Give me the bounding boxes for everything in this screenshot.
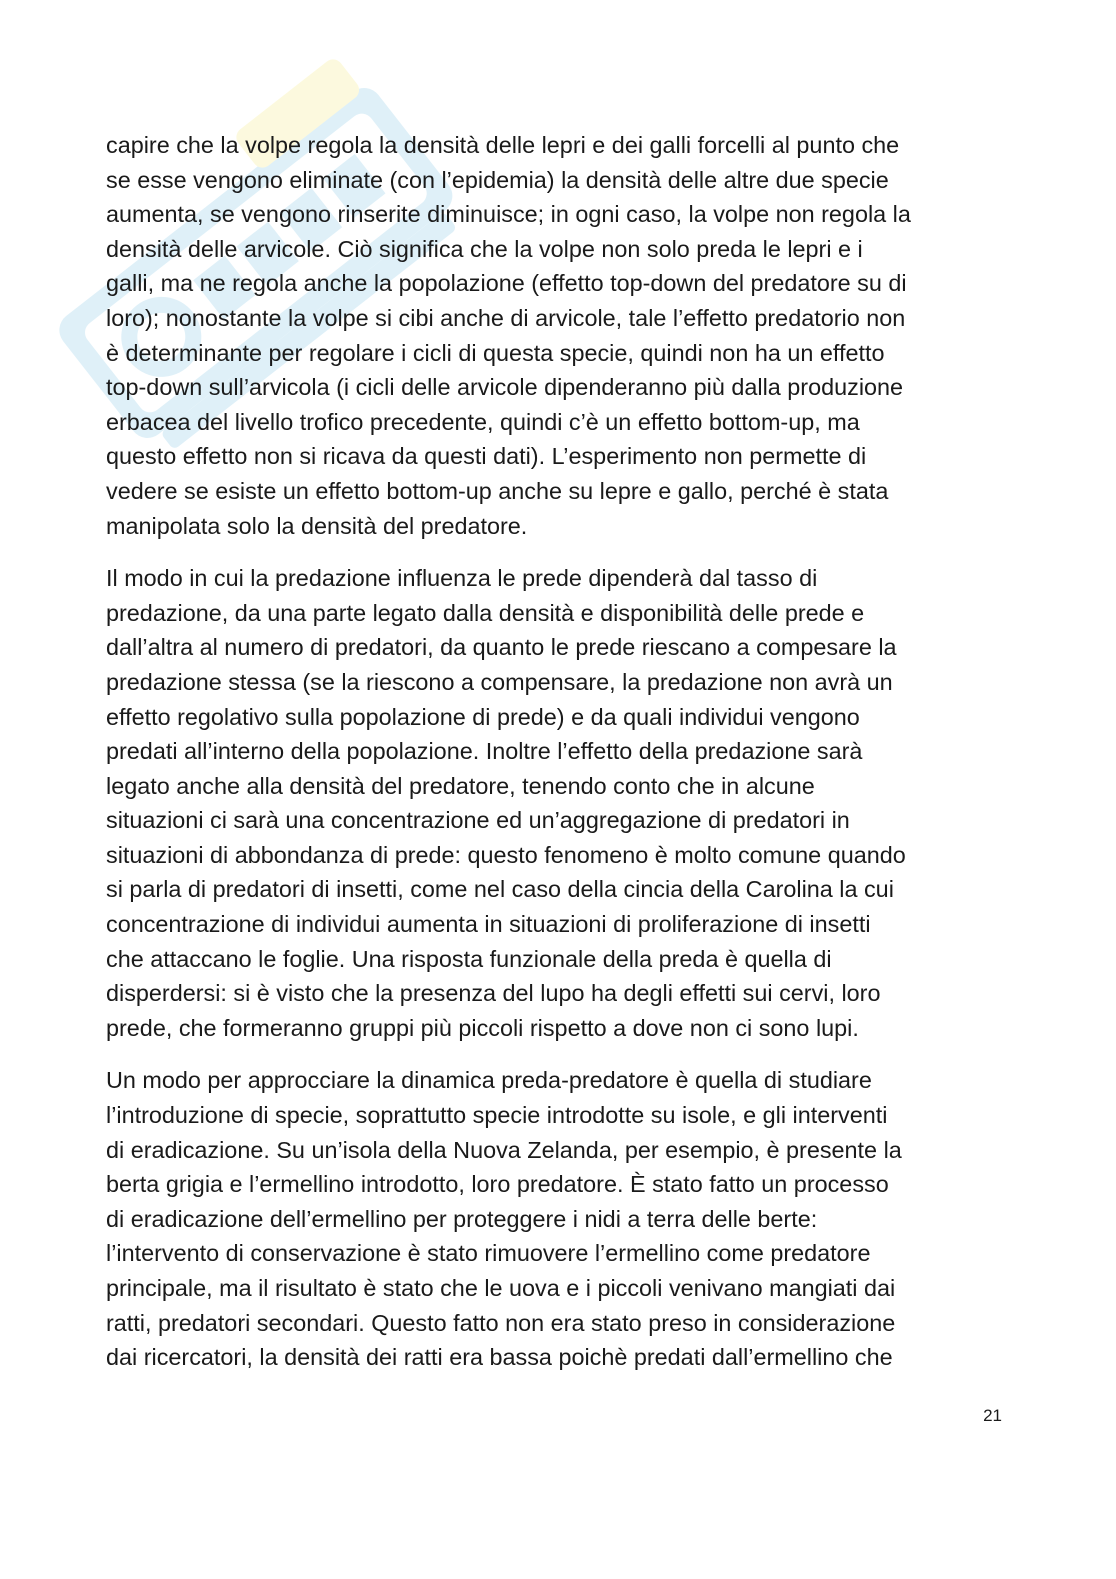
text-line: prede, che formeranno gruppi più piccoli rispetto a dove non ci sono lupi. xyxy=(106,1014,859,1041)
text-line: erbacea del livello trofico precedente, quindi c’è un effetto bottom-up, ma xyxy=(106,408,860,435)
page-number: 21 xyxy=(983,1406,1002,1425)
text-line: di eradicazione dell’ermellino per proteggere i nidi a terra delle berte: xyxy=(106,1205,818,1232)
text-line: aumenta, se vengono rinserite diminuisce; in ogni caso, la volpe non regola la xyxy=(106,201,911,228)
text-line: galli, ma ne regola anche la popolazione (effetto top-down del predatore su di xyxy=(106,270,907,297)
text-line: predazione stessa (se la riescono a compensare, la predazione non avrà un xyxy=(106,668,893,695)
text-line: se esse vengono eliminate (con l’epidemia) la densità delle altre due specie xyxy=(106,166,889,193)
text-line: top-down sull’arvicola (i cicli delle arvicole dipenderanno più dalla produzione xyxy=(106,374,904,401)
paragraph-1 xyxy=(106,128,1011,543)
text-line: si parla di predatori di insetti, come nel caso della cincia della Carolina la cui xyxy=(106,876,894,903)
text-line: predazione, da una parte legato dalla densità e disponibilità delle prede e xyxy=(106,599,865,626)
text-line: questo effetto non si ricava da questi dati). L’esperimento non permette di xyxy=(106,443,867,470)
text-line: situazioni ci sarà una concentrazione ed un’aggregazione di predatori in xyxy=(106,807,850,834)
text-line: concentrazione di individui aumenta in situazioni di proliferazione di insetti xyxy=(106,911,871,938)
text-line: Un modo per approcciare la dinamica preda-predatore è quella di studiare xyxy=(106,1067,872,1094)
text-line: densità delle arvicole. Ciò significa che la volpe non solo preda le lepri e i xyxy=(106,235,863,262)
text-line: disperdersi: si è visto che la presenza del lupo ha degli effetti sui cervi, loro xyxy=(106,980,881,1007)
text-line: l’intervento di conservazione è stato rimuovere l’ermellino come predatore xyxy=(106,1240,871,1267)
text-line: vedere se esiste un effetto bottom-up anche su lepre e gallo, perché è stata xyxy=(106,477,889,504)
text-line: l’introduzione di specie, soprattutto specie introdotte su isole, e gli interventi xyxy=(106,1102,888,1129)
text-line: di eradicazione. Su un’isola della Nuova Zelanda, per esempio, è presente la xyxy=(106,1136,902,1163)
text-line: ratti, predatori secondari. Questo fatto non era stato preso in considerazione xyxy=(106,1309,896,1336)
document-page xyxy=(106,128,1011,1393)
text-line: berta grigia e l’ermellino introdotto, loro predatore. È stato fatto un processo xyxy=(106,1171,889,1198)
text-line: principale, ma il risultato è stato che le uova e i piccoli venivano mangiati dai xyxy=(106,1275,896,1301)
text-line: Il modo in cui la predazione influenza le prede dipenderà dal tasso di xyxy=(106,565,818,592)
text-line: situazioni di abbondanza di prede: questo fenomeno è molto comune quando xyxy=(106,841,906,868)
text-line: predati all’interno della popolazione. Inoltre l’effetto della predazione sarà xyxy=(106,738,863,765)
text-line: manipolata solo la densità del predatore. xyxy=(106,512,528,539)
text-line: dall’altra al numero di predatori, da quanto le prede riescano a compesare la xyxy=(106,634,897,661)
text-line: capire che la volpe regola la densità delle lepri e dei galli forcelli al punto che xyxy=(106,132,900,158)
text-line: legato anche alla densità del predatore, tenendo conto che in alcune xyxy=(106,772,815,799)
text-line: dai ricercatori, la densità dei ratti era bassa poichè predati dall’ermellino che xyxy=(106,1344,893,1371)
paragraph-2 xyxy=(106,561,1011,1045)
text-line: che attaccano le foglie. Una risposta funzionale della preda è quella di xyxy=(106,945,832,972)
text-line: è determinante per regolare i cicli di questa specie, quindi non ha un effetto xyxy=(106,339,885,366)
text-line: loro); nonostante la volpe si cibi anche di arvicole, tale l’effetto predatorio non xyxy=(106,304,906,331)
paragraph-3 xyxy=(106,1063,1011,1374)
text-line: effetto regolativo sulla popolazione di prede) e da quali individui vengono xyxy=(106,703,860,730)
